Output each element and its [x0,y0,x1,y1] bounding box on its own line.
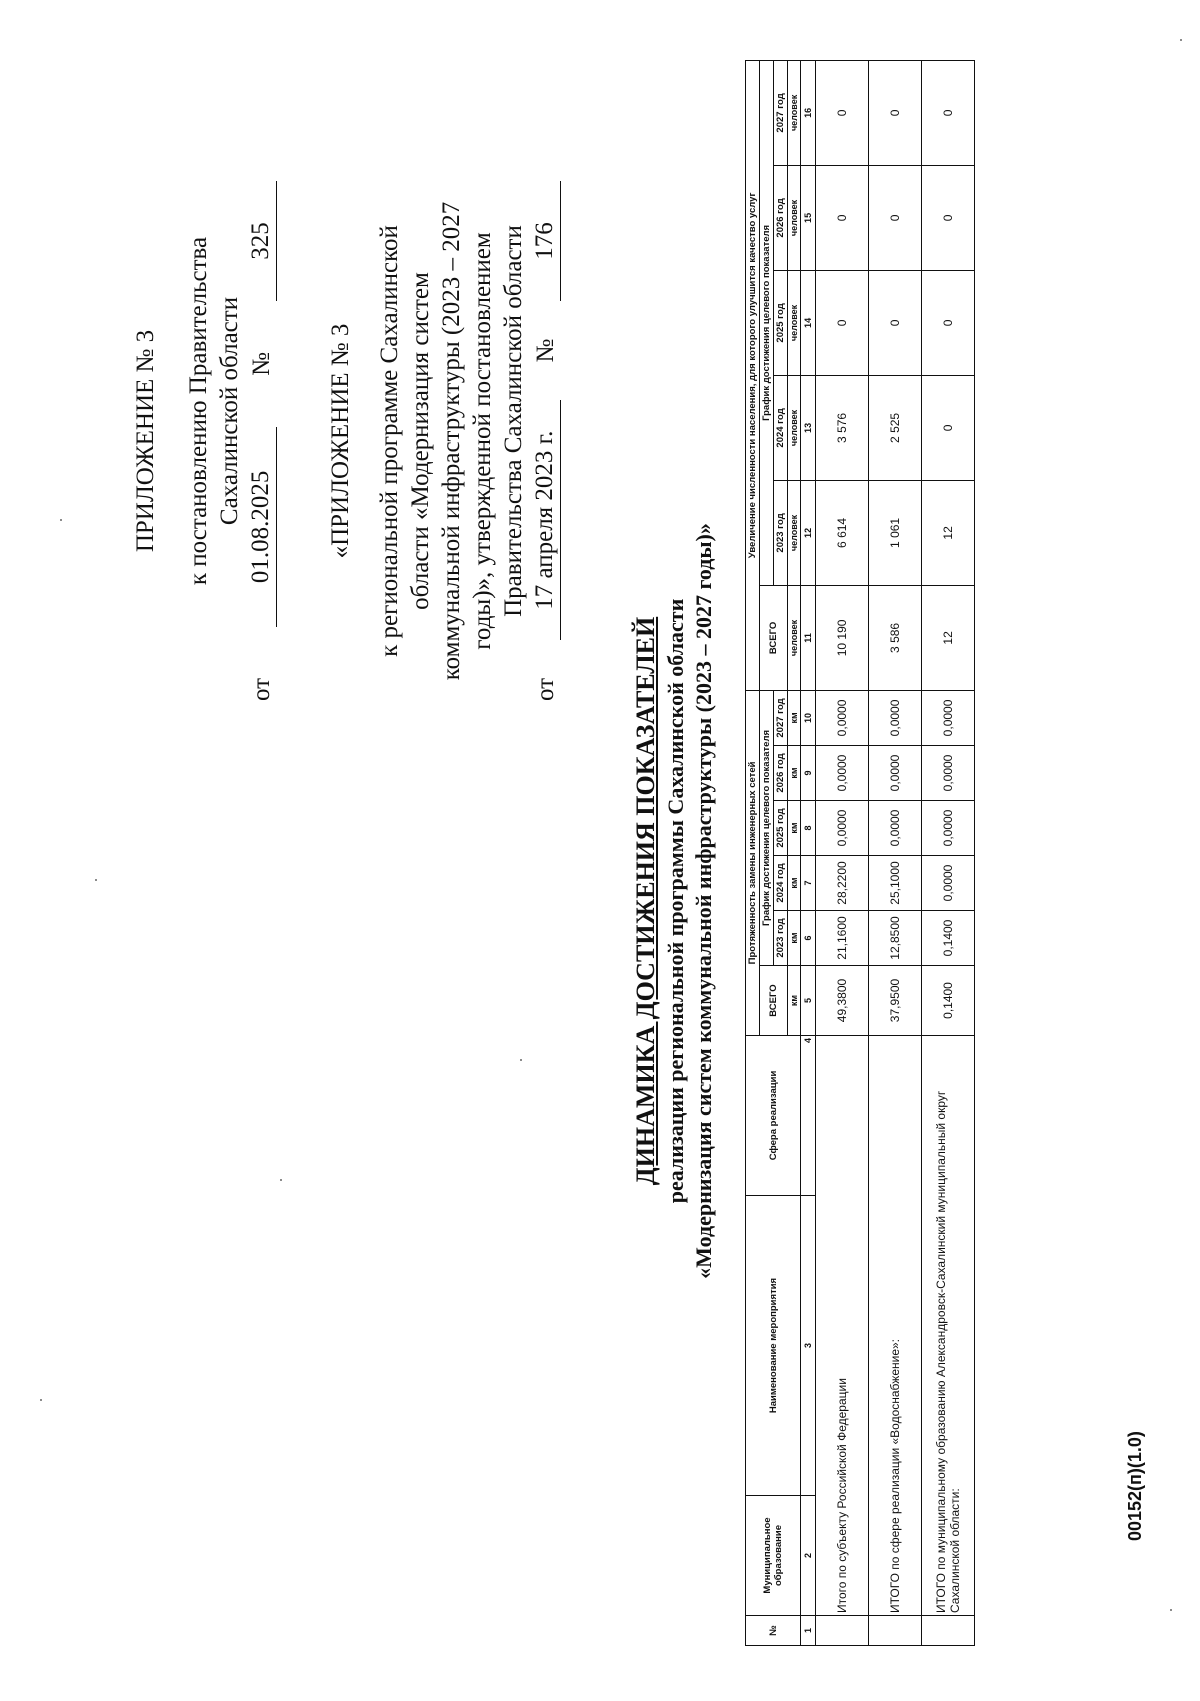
unit-km: км [788,911,801,966]
column-index: 1 [801,1616,816,1646]
km-value: 0,0000 [922,856,975,911]
header-km-year: 2023 год [774,911,788,966]
row-label: ИТОГО по сфере реализации «Водоснабжение»: [869,1036,922,1616]
unit-km: км [788,801,801,856]
header-event-name: Наименование мероприятия [746,1196,801,1496]
header-number: № [746,1616,801,1646]
unit-people: человек [788,375,801,480]
people-value: 0 [922,165,975,270]
km-value: 0,0000 [869,801,922,856]
column-index: 14 [801,270,816,375]
km-value: 0,0000 [869,746,922,801]
decree-date: 01.08.2025 [245,427,277,627]
people-value: 0 [869,165,922,270]
program-date: 17 апреля 2023 г. [529,400,561,640]
people-value: 0 [922,60,975,165]
header-sphere: Сфера реализации [746,1036,801,1196]
unit-people: человек [788,585,801,690]
people-value: 3 586 [869,585,922,690]
header-km-schedule: График достижения целевого показателя [760,690,774,965]
people-value: 0 [922,375,975,480]
scan-speck [520,1059,522,1061]
column-index: 11 [801,585,816,690]
unit-people: человек [788,165,801,270]
header-people-year: 2025 год [774,270,788,375]
scan-speck [1180,39,1182,41]
decree-line-1: к постановлению Правительства [185,236,212,586]
program-number: 176 [529,181,561,301]
unit-km: км [788,856,801,911]
column-index-row [801,60,816,1645]
program-line-4: годы)», утвержденной постановлением [469,232,496,650]
people-value: 0 [816,165,869,270]
document-title [630,251,718,1551]
column-index: 7 [801,856,816,911]
column-index: 9 [801,746,816,801]
column-index: 4 [801,1036,816,1196]
header-municipality: Муниципальное образование [746,1496,801,1616]
column-index: 16 [801,60,816,165]
km-value: 21,1600 [816,911,869,966]
people-value: 1 061 [869,480,922,585]
people-value: 12 [922,480,975,585]
scan-speck [95,879,97,881]
program-number-label: № [532,338,559,363]
decree-line-2: Сахалинской области [216,296,243,526]
people-value: 2 525 [869,375,922,480]
unit-km: км [788,966,801,1036]
program-date-row [529,181,561,701]
header-km-total: ВСЕГО [760,966,788,1036]
km-value: 0,0000 [922,690,975,745]
header-people-year: 2027 год [774,60,788,165]
unit-people: человек [788,480,801,585]
people-value: 10 190 [816,585,869,690]
unit-people: человек [788,270,801,375]
header-people-schedule: График достижения целевого показателя [760,60,774,585]
column-index: 5 [801,966,816,1036]
decree-appendix-title: ПРИЛОЖЕНИЕ № 3 [132,329,159,553]
header-km-year: 2024 год [774,856,788,911]
column-index: 2 [801,1496,816,1616]
scan-speck [280,1179,282,1181]
column-index: 12 [801,480,816,585]
header-people-year: 2026 год [774,165,788,270]
people-value: 12 [922,585,975,690]
decree-date-row [245,181,277,701]
program-line-5: Правительства Сахалинской области [500,225,527,617]
km-value: 0,1400 [922,966,975,1036]
km-value: 0,0000 [869,690,922,745]
decree-from-label: от [248,677,275,701]
decree-number: 325 [245,181,277,301]
scan-speck [60,519,62,521]
column-index: 3 [801,1196,816,1496]
header-km-year: 2027 год [774,690,788,745]
program-appendix-title: «ПРИЛОЖЕНИЕ № 3 [327,323,354,559]
header-people-total: ВСЕГО [760,585,788,690]
program-line-1: к региональной программе Сахалинской [376,225,403,657]
header-population-increase: Увеличение численности населения, для которого улучшится качество услуг [746,60,760,690]
km-value: 0,0000 [922,801,975,856]
program-line-3: коммунальной инфраструктуры (2023 – 2027 [438,201,465,681]
km-value: 25,1000 [869,856,922,911]
km-value: 0,0000 [816,801,869,856]
scan-speck [1170,1609,1172,1611]
row-label: Итого по субъекту Российской Федерации [816,1036,869,1616]
program-line-2: области «Модернизация систем [407,272,434,610]
people-value: 3 576 [816,375,869,480]
km-value: 49,3800 [816,966,869,1036]
column-index: 15 [801,165,816,270]
program-header [325,181,561,701]
km-value: 37,9500 [869,966,922,1036]
header-km-year: 2025 год [774,801,788,856]
row-label: ИТОГО по муниципальному образованию Александровск-Сахалинский муниципальный округ Сахалинской области: [922,1036,975,1616]
column-index: 10 [801,690,816,745]
table-row [816,60,869,1645]
km-value: 0,0000 [922,746,975,801]
header-people-year: 2023 год [774,480,788,585]
people-value: 0 [816,270,869,375]
table-row [922,60,975,1645]
header-network-length: Протяженность замены инженерных сетей [746,690,760,1035]
table-row [869,60,922,1645]
decree-header [130,181,277,701]
decree-number-label: № [248,352,275,376]
title-line-3: «Модернизация систем коммунальной инфраструктуры (2023 – 2027 годы)» [691,523,716,1279]
people-value: 0 [869,270,922,375]
unit-people: человек [788,60,801,165]
column-index: 8 [801,801,816,856]
people-value: 0 [816,60,869,165]
km-value: 28,2200 [816,856,869,911]
km-value: 0,1400 [922,911,975,966]
people-value: 6 614 [816,480,869,585]
people-value: 0 [869,60,922,165]
column-index: 6 [801,911,816,966]
document-code: 00152(п)(1.0) [1125,1431,1145,1541]
header-km-year: 2026 год [774,746,788,801]
program-from-label: от [532,677,559,701]
people-value: 0 [922,270,975,375]
scan-speck [40,1399,42,1401]
km-value: 12,8500 [869,911,922,966]
unit-km: км [788,690,801,745]
title-line-2: реализации региональной программы Сахалинской области [663,598,688,1204]
unit-km: км [788,746,801,801]
title-line-1: ДИНАМИКА ДОСТИЖЕНИЯ ПОКАЗАТЕЛЕЙ [631,616,660,1186]
indicators-table [745,60,975,1646]
km-value: 0,0000 [816,746,869,801]
column-index: 13 [801,375,816,480]
km-value: 0,0000 [816,690,869,745]
header-people-year: 2024 год [774,375,788,480]
